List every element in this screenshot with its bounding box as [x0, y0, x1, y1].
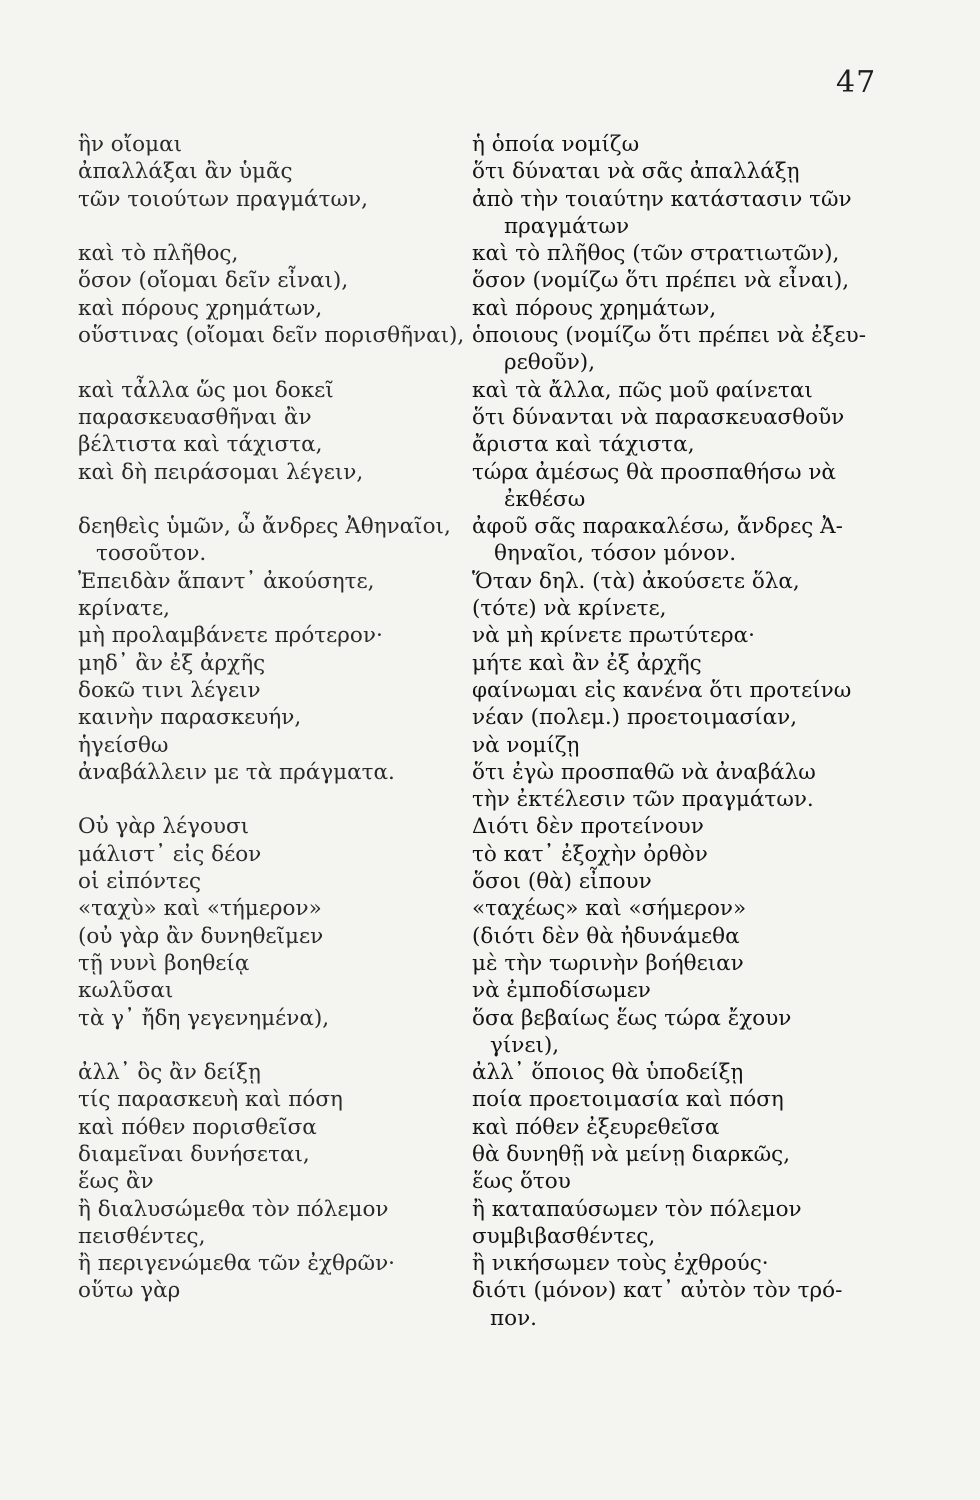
modern-text-line: νὰ ἐμποδίσωμεν: [472, 978, 651, 1004]
modern-text-line: ὅτι δύνανται νὰ παρασκευασθοῦν: [472, 404, 845, 430]
ancient-text-line: τῇ νυνὶ βοηθείᾳ: [78, 950, 250, 976]
modern-text-line: (τότε) νὰ κρίνετε,: [472, 596, 667, 622]
modern-text-line: πραγμάτων: [504, 213, 630, 239]
ancient-text-line: ὅσον (οἴομαι δεῖν εἶναι),: [78, 268, 349, 294]
ancient-text-line: ἀπαλλάξαι ἂν ὑμᾶς: [78, 159, 293, 185]
ancient-text-line: τῶν τοιούτων πραγμάτων,: [78, 186, 368, 212]
modern-text-line: ἀπὸ τὴν τοιαύτην κατάστασιν τῶν: [472, 186, 852, 212]
modern-text-line: νέαν (πολεμ.) προετοιμασίαν,: [472, 705, 798, 731]
ancient-text-line: τοσοῦτον.: [96, 541, 207, 567]
ancient-text-line: Ἐπειδὰν ἅπαντ᾽ ἀκούσητε,: [78, 568, 375, 594]
ancient-text-line: [78, 1032, 468, 1059]
ancient-text-line: ἀλλ᾽ ὃς ἂν δείξῃ: [78, 1060, 261, 1086]
modern-text-line: πον.: [490, 1305, 537, 1331]
ancient-text-line: ἣν οἴομαι: [78, 132, 183, 157]
ancient-text-line: [78, 349, 468, 376]
modern-text-line: ποία προετοιμασία καὶ πόση: [472, 1087, 784, 1113]
ancient-greek-column: [78, 131, 468, 1305]
modern-text-line: καὶ τὸ πλῆθος (τῶν στρατιωτῶν),: [472, 241, 840, 267]
ancient-text-line: ἢ περιγενώμεθα τῶν ἐχθρῶν·: [78, 1251, 395, 1277]
ancient-text-line: καὶ πόρους χρημάτων,: [78, 295, 323, 321]
modern-greek-column: [472, 131, 892, 1332]
ancient-text-line: διαμεῖναι δυνήσεται,: [78, 1141, 310, 1167]
ancient-text-line: καὶ τὸ πλῆθος,: [78, 241, 239, 267]
modern-text-line: Ὅταν δηλ. (τὰ) ἀκούσετε ὅλα,: [472, 568, 800, 594]
ancient-text-line: κωλῦσαι: [78, 978, 174, 1004]
modern-text-line: (διότι δὲν θὰ ἠδυνάμεθα: [472, 923, 740, 949]
ancient-text-line: ἢ διαλυσώμεθα τὸν πόλεμον: [78, 1196, 389, 1222]
modern-text-line: ἡ ὁποία νομίζω: [472, 132, 640, 157]
ancient-text-line: καινὴν παρασκευήν,: [78, 705, 302, 731]
modern-text-line: τὸ κατ᾽ ἐξοχὴν ὀρθὸν: [472, 841, 708, 867]
modern-text-line: καὶ τὰ ἄλλα, πῶς μοῦ φαίνεται: [472, 377, 813, 403]
ancient-text-line: ἀναβάλλειν με τὰ πράγματα.: [78, 759, 395, 785]
modern-text-line: ἕως ὅτου: [472, 1169, 571, 1195]
modern-text-line: Διότι δὲν προτείνουν: [472, 814, 704, 840]
modern-text-line: ὅσοι (θὰ) εἶπουν: [472, 869, 652, 895]
modern-text-line: θηναῖοι, τόσον μόνον.: [494, 541, 737, 567]
modern-text-line: ἢ νικήσωμεν τοὺς ἐχθρούς·: [472, 1251, 769, 1277]
page-number: 47: [836, 65, 877, 100]
ancient-text-line: παρασκευασθῆναι ἂν: [78, 404, 312, 430]
ancient-text-line: [78, 213, 468, 240]
ancient-text-line: [78, 786, 468, 813]
modern-text-line: ὅτι δύναται νὰ σᾶς ἀπαλλάξῃ: [472, 159, 800, 185]
modern-text-line: ἢ καταπαύσωμεν τὸν πόλεμον: [472, 1196, 802, 1222]
modern-text-line: ἀλλ᾽ ὅποιος θὰ ὑποδείξῃ: [472, 1060, 744, 1086]
ancient-text-line: κρίνατε,: [78, 596, 170, 622]
modern-text-line: θὰ δυνηθῇ νὰ μείνῃ διαρκῶς,: [472, 1141, 791, 1167]
modern-text-line: ἐκθέσω: [504, 486, 586, 512]
ancient-text-line: (οὐ γὰρ ἂν δυνηθεῖμεν: [78, 923, 324, 949]
ancient-text-line: οὕτω γὰρ: [78, 1278, 181, 1304]
modern-text-line: νὰ μὴ κρίνετε πρωτύτερα·: [472, 623, 755, 649]
ancient-text-line: μάλιστ᾽ εἰς δέον: [78, 841, 262, 867]
modern-text-line: ὁποιους (νομίζω ὅτι πρέπει νὰ ἐξευ-: [472, 323, 866, 349]
ancient-text-line: δοκῶ τινι λέγειν: [78, 677, 261, 703]
modern-text-line: ρεθοῦν),: [504, 350, 596, 376]
ancient-text-line: μὴ προλαμβάνετε πρότερον·: [78, 623, 383, 649]
ancient-text-line: ἡγείσθω: [78, 732, 169, 758]
modern-text-line: καὶ πόθεν ἐξευρεθεῖσα: [472, 1114, 720, 1140]
ancient-text-line: ἕως ἂν: [78, 1169, 154, 1195]
ancient-text-line: οἱ εἰπόντες: [78, 869, 201, 895]
ancient-text-line: «ταχὺ» καὶ «τήμερον»: [78, 896, 322, 922]
modern-text-line: διότι (μόνον) κατ᾽ αὐτὸν τὸν τρό-: [472, 1278, 843, 1304]
modern-text-line: ἄριστα καὶ τάχιστα,: [472, 432, 695, 458]
ancient-text-line: καὶ πόθεν πορισθεῖσα: [78, 1114, 317, 1140]
modern-text-line: τώρα ἀμέσως θὰ προσπαθήσω νὰ: [472, 459, 836, 485]
modern-text-line: ὅσα βεβαίως ἕως τώρα ἔχουν: [472, 1005, 792, 1031]
modern-text-line: νὰ νομίζῃ: [472, 732, 580, 758]
ancient-text-line: [78, 486, 468, 513]
ancient-text-line: δεηθεὶς ὑμῶν, ὦ ἄνδρες Ἀθηναῖοι,: [78, 514, 451, 540]
modern-text-line: ἀφοῦ σᾶς παρακαλέσω, ἄνδρες Ἀ-: [472, 514, 843, 540]
modern-text-line: ὅσον (νομίζω ὅτι πρέπει νὰ εἶναι),: [472, 268, 850, 294]
modern-text-line: καὶ πόρους χρημάτων,: [472, 295, 717, 321]
ancient-text-line: τίς παρασκευὴ καὶ πόση: [78, 1087, 343, 1113]
modern-text-line: μήτε καὶ ἂν ἐξ ἀρχῆς: [472, 650, 702, 676]
ancient-text-line: καὶ τἆλλα ὥς μοι δοκεῖ: [78, 377, 334, 403]
ancient-text-line: οὕστινας (οἴομαι δεῖν πορισθῆναι),: [78, 323, 465, 349]
ancient-text-line: Οὐ γὰρ λέγουσι: [78, 814, 250, 840]
ancient-text-line: βέλτιστα καὶ τάχιστα,: [78, 432, 323, 458]
ancient-text-line: καὶ δὴ πειράσομαι λέγειν,: [78, 459, 364, 485]
modern-text-line: «ταχέως» καὶ «σήμερον»: [472, 896, 747, 922]
modern-text-line: συμβιβασθέντες,: [472, 1223, 656, 1249]
modern-text-line: γίνει),: [490, 1032, 560, 1058]
modern-text-line: μὲ τὴν τωρινὴν βοήθειαν: [472, 950, 744, 976]
ancient-text-line: τὰ γ᾽ ἤδη γεγενημένα),: [78, 1005, 330, 1031]
modern-text-line: φαίνωμαι εἰς κανένα ὅτι προτείνω: [472, 677, 852, 703]
ancient-text-line: μηδ᾽ ἂν ἐξ ἀρχῆς: [78, 650, 266, 676]
modern-text-line: τὴν ἐκτέλεσιν τῶν πραγμάτων.: [472, 787, 814, 813]
modern-text-line: ὅτι ἐγὼ προσπαθῶ νὰ ἀναβάλω: [472, 759, 816, 785]
ancient-text-line: πεισθέντες,: [78, 1223, 206, 1249]
